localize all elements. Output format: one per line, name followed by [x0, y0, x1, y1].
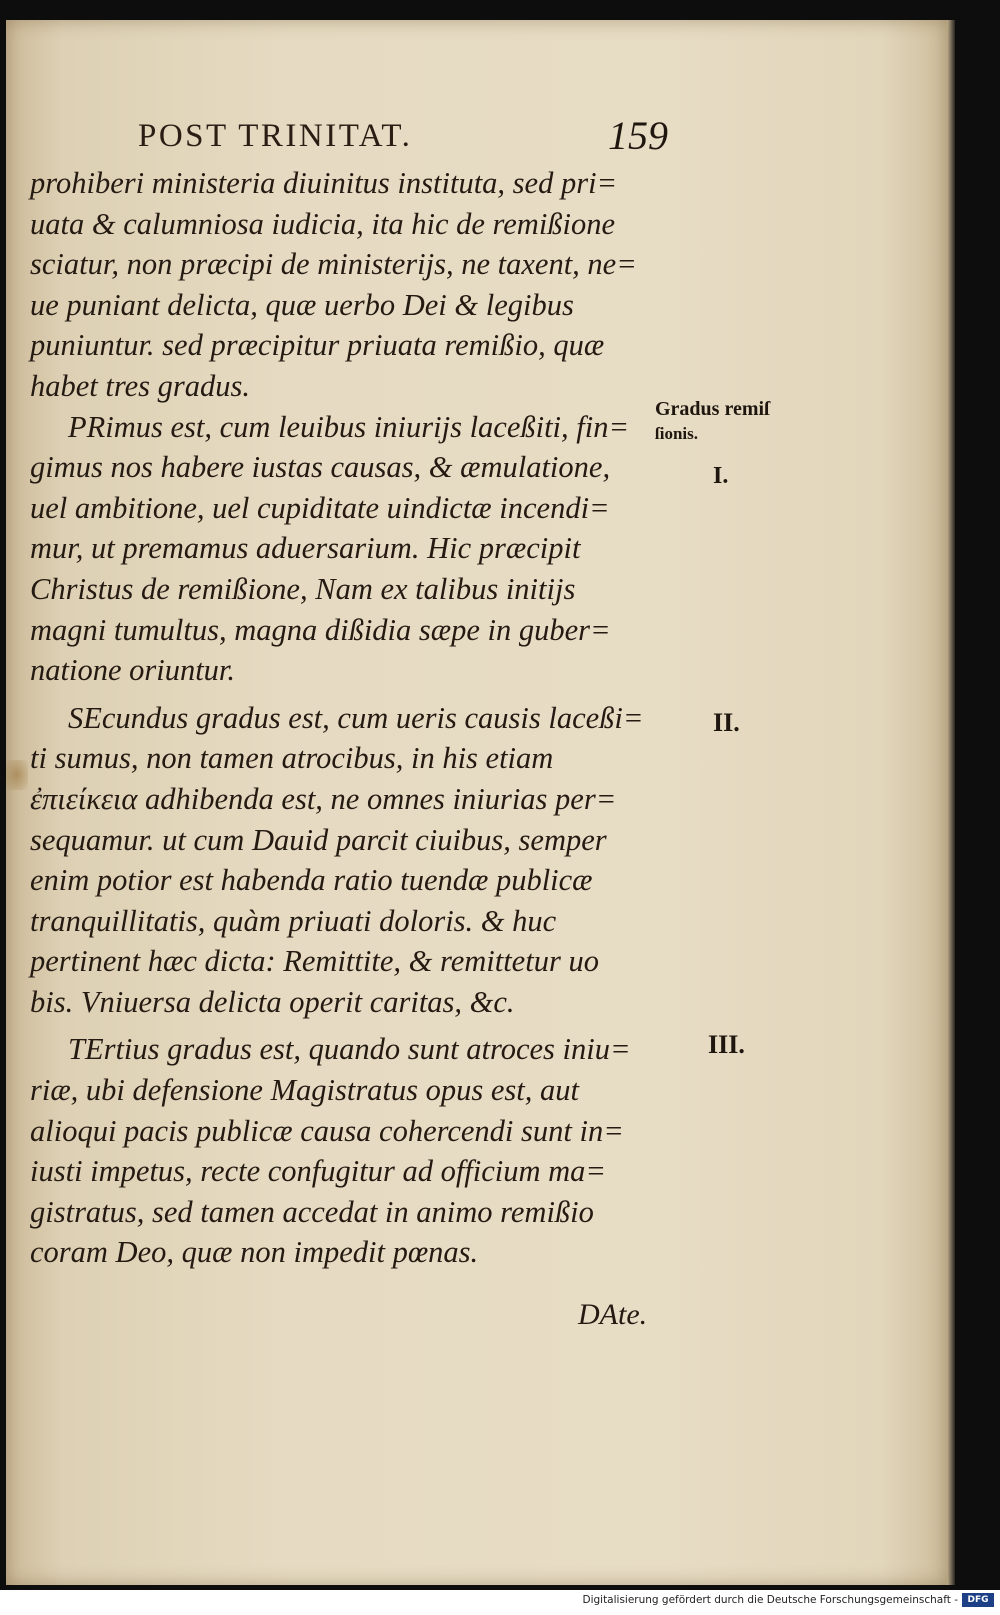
text-line: riæ, ubi defensione Magistratus opus est, aut	[30, 1073, 579, 1108]
digitization-credit: Digitalisierung gefördert durch die Deutsche Forschungsgemeinschaft -	[582, 1594, 958, 1606]
text-line: gimus nos habere iustas causas, & æmulatione,	[30, 450, 611, 485]
footer	[0, 1590, 1000, 1615]
margin-numeral-2: II.	[713, 708, 740, 737]
running-head: POST TRINITAT.	[138, 118, 413, 154]
paragraph-start-line: SEcundus gradus est, cum ueris causis laceßi=	[68, 700, 644, 735]
margin-numeral-1: I.	[713, 463, 729, 489]
page-number: 159	[608, 113, 668, 158]
text-line: magni tumultus, magna dißidia sæpe in guber=	[30, 612, 611, 647]
margin-numeral-3: III.	[708, 1030, 745, 1059]
text-line: bis. Vniuersa delicta operit caritas, &c.	[30, 984, 515, 1019]
paragraph-start-line: PRimus est, cum leuibus iniurijs laceßiti, fin=	[68, 409, 630, 444]
text-line: iusti impetus, recte confugitur ad officium ma=	[30, 1154, 607, 1189]
text-line: Christus de remißione, Nam ex talibus initijs	[30, 571, 576, 606]
text-line: habet tres gradus.	[30, 368, 250, 403]
text-line: uel ambitione, uel cupiditate uindictæ incendi=	[30, 490, 610, 525]
margin-note-gradus-cont: ſionis.	[655, 424, 698, 443]
text-line: prohiberi ministeria diuinitus instituta, sed pri=	[30, 166, 618, 200]
catchword: DAte.	[578, 1298, 648, 1331]
text-line: coram Deo, quæ non impedit pœnas.	[30, 1235, 479, 1270]
text-line: mur, ut premamus aduersarium. Hic præcipit	[30, 531, 581, 566]
text-line: gistratus, sed tamen accedat in animo remißio	[30, 1194, 594, 1229]
dfg-logo: DFG	[962, 1593, 994, 1607]
text-line: ue puniant delicta, quæ uerbo Dei & legibus	[30, 287, 574, 322]
body-text	[30, 163, 660, 1273]
text-line: tranquillitatis, quàm priuati doloris. & huc	[30, 903, 557, 938]
text-line: sequamur. ut cum Dauid parcit ciuibus, semper	[30, 822, 607, 857]
page-edge	[947, 20, 955, 1585]
text-line: puniuntur. sed præcipitur priuata remißio, quæ	[30, 328, 605, 363]
text-line: pertinent hæc dicta: Remittite, & remittetur uo	[30, 944, 599, 979]
text-line: ti sumus, non tamen atrocibus, in his etiam	[30, 741, 554, 776]
page-stain	[6, 760, 28, 790]
page-header	[138, 112, 668, 162]
text-line: natione oriuntur.	[30, 653, 236, 688]
paragraph-start-line: TErtius gradus est, quando sunt atroces iniu=	[68, 1032, 631, 1067]
text-line: uata & calumniosa iudicia, ita hic de remißione	[30, 206, 616, 241]
text-line: ἐπιείκεια adhibenda est, ne omnes iniurias per=	[30, 781, 617, 816]
text-line: enim potior est habenda ratio tuendæ publicæ	[30, 863, 593, 898]
text-line: alioqui pacis publicæ causa cohercendi sunt in=	[30, 1113, 624, 1148]
margin-note-gradus: Gradus remiſ	[655, 398, 770, 420]
text-line: sciatur, non præcipi de ministerijs, ne taxent, ne=	[30, 247, 637, 282]
